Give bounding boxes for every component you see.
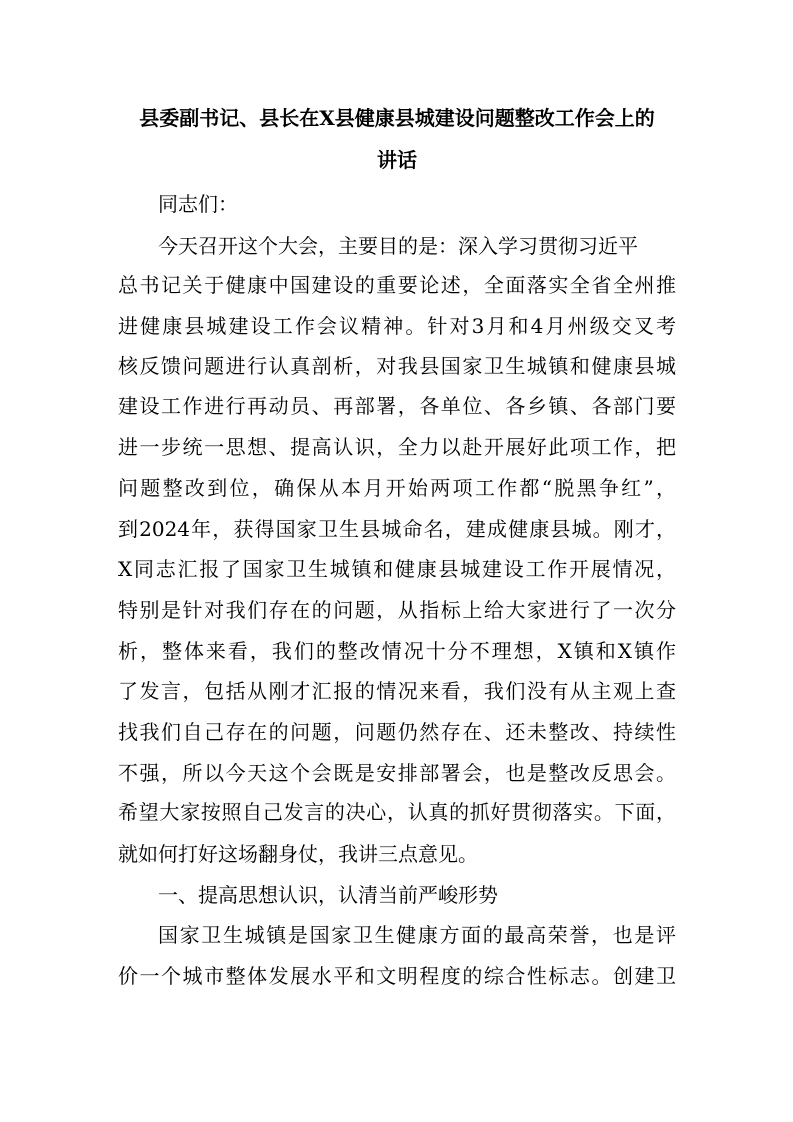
paragraph-1-line-16: 就如何打好这场翻身仗，我讲三点意见。 [118, 842, 478, 866]
document-title-line-2: 讲话 [377, 148, 417, 172]
paragraph-1-line-11: 析，整体来看，我们的整改情况十分不理想，X镇和X镇作 [118, 639, 676, 663]
paragraph-1-line-15: 希望大家按照自己发言的决心，认真的抓好贯彻落实。下面， [118, 800, 676, 824]
paragraph-1-line-9: X同志汇报了国家卫生城镇和健康县城建设工作开展情况， [118, 557, 676, 581]
paragraph-1-line-4: 核反馈问题进行认真剖析，对我县国家卫生城镇和健康县城 [118, 354, 676, 378]
salutation: 同志们： [158, 192, 238, 216]
paragraph-2-line-2: 价一个城市整体发展水平和文明程度的综合性标志。创建卫 [118, 964, 676, 988]
paragraph-1-line-7: 问题整改到位，确保从本月开始两项工作都“脱黑争红”， [118, 476, 676, 500]
paragraph-1-line-13: 找我们自己存在的问题，问题仍然存在、还未整改、持续性 [118, 720, 676, 744]
paragraph-1-line-5: 建设工作进行再动员、再部署，各单位、各乡镇、各部门要 [118, 394, 676, 418]
paragraph-1-line-12: 了发言，包括从刚才汇报的情况来看，我们没有从主观上查 [118, 679, 676, 703]
paragraph-1-line-8: 到2024年，获得国家卫生县城命名，建成健康县城。刚才， [118, 517, 676, 541]
document-title-line-1: 县委副书记、县长在X县健康县城建设问题整改工作会上的 [139, 106, 655, 130]
section-heading-1: 一、提高思想认识，认清当前严峻形势 [158, 883, 498, 907]
paragraph-1-line-3: 进健康县城建设工作会议精神。针对3月和4月州级交叉考 [118, 314, 676, 338]
paragraph-1-line-10: 特别是针对我们存在的问题，从指标上给大家进行了一次分 [118, 598, 676, 622]
paragraph-1-line-2: 总书记关于健康中国建设的重要论述，全面落实全省全州推 [118, 273, 676, 297]
paragraph-2-line-1: 国家卫生城镇是国家卫生健康方面的最高荣誉，也是评 [158, 923, 676, 947]
paragraph-1-line-14: 不强，所以今天这个会既是安排部署会，也是整改反思会。 [118, 761, 676, 785]
paragraph-1-line-1: 今天召开这个大会，主要目的是：深入学习贯彻习近平 [158, 234, 638, 258]
paragraph-1-line-6: 进一步统一思想、提高认识，全力以赴开展好此项工作，把 [118, 435, 676, 459]
